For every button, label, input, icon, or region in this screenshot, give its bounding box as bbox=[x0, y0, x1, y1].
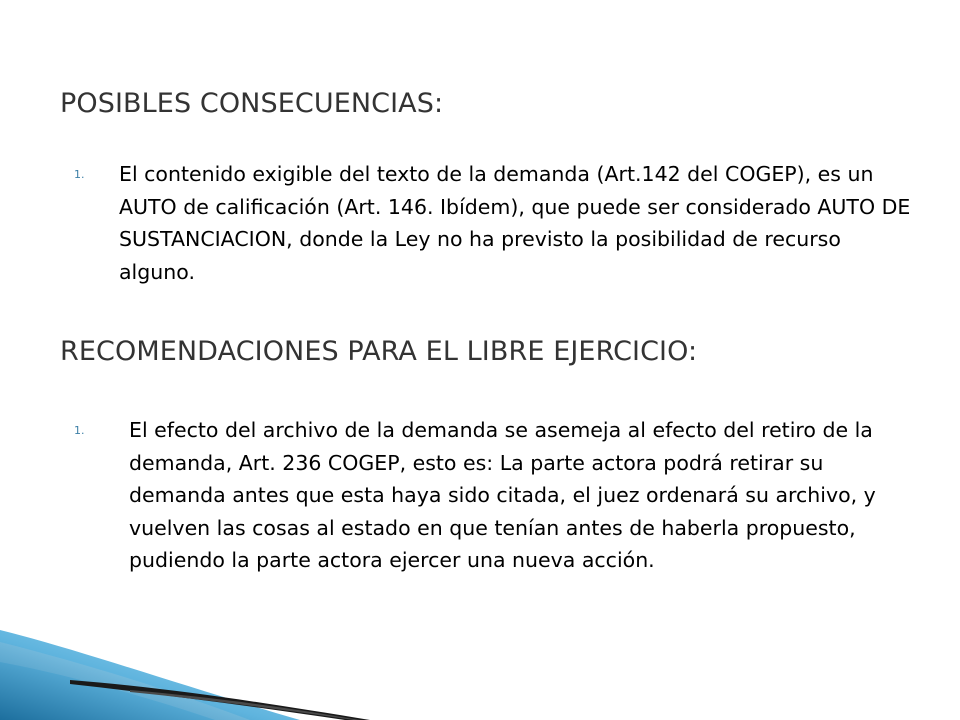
list-marker: 1. bbox=[74, 168, 85, 181]
decorative-corner-swoosh bbox=[0, 570, 400, 720]
list-item bbox=[74, 158, 914, 288]
list-item-text: El efecto del archivo de la demanda se asemeja al efecto del retiro de la demanda, Art. 236 COGEP, esto es: La parte actora podrá retirar su demanda antes que esta haya sido citada, el juez ordenará su archivo, y vuelven las cosas al estado en que tenían antes de haberla propuesto, pudiendo la parte actora ejercer una nueva acción. bbox=[129, 418, 876, 572]
section-heading-consequences: POSIBLES CONSECUENCIAS: bbox=[60, 88, 444, 119]
list-item bbox=[74, 414, 924, 577]
list-marker: 1. bbox=[74, 424, 85, 437]
list-item-text: El contenido exigible del texto de la demanda (Art.142 del COGEP), es un AUTO de calificación (Art. 146. Ibídem), que puede ser considerado AUTO DE SUSTANCIACION, donde la Ley no ha previsto la posibilidad de recurso alguno. bbox=[119, 162, 911, 284]
recommendations-list bbox=[74, 414, 924, 577]
consequences-list bbox=[74, 158, 914, 288]
section-heading-recommendations: RECOMENDACIONES PARA EL LIBRE EJERCICIO: bbox=[60, 336, 698, 367]
